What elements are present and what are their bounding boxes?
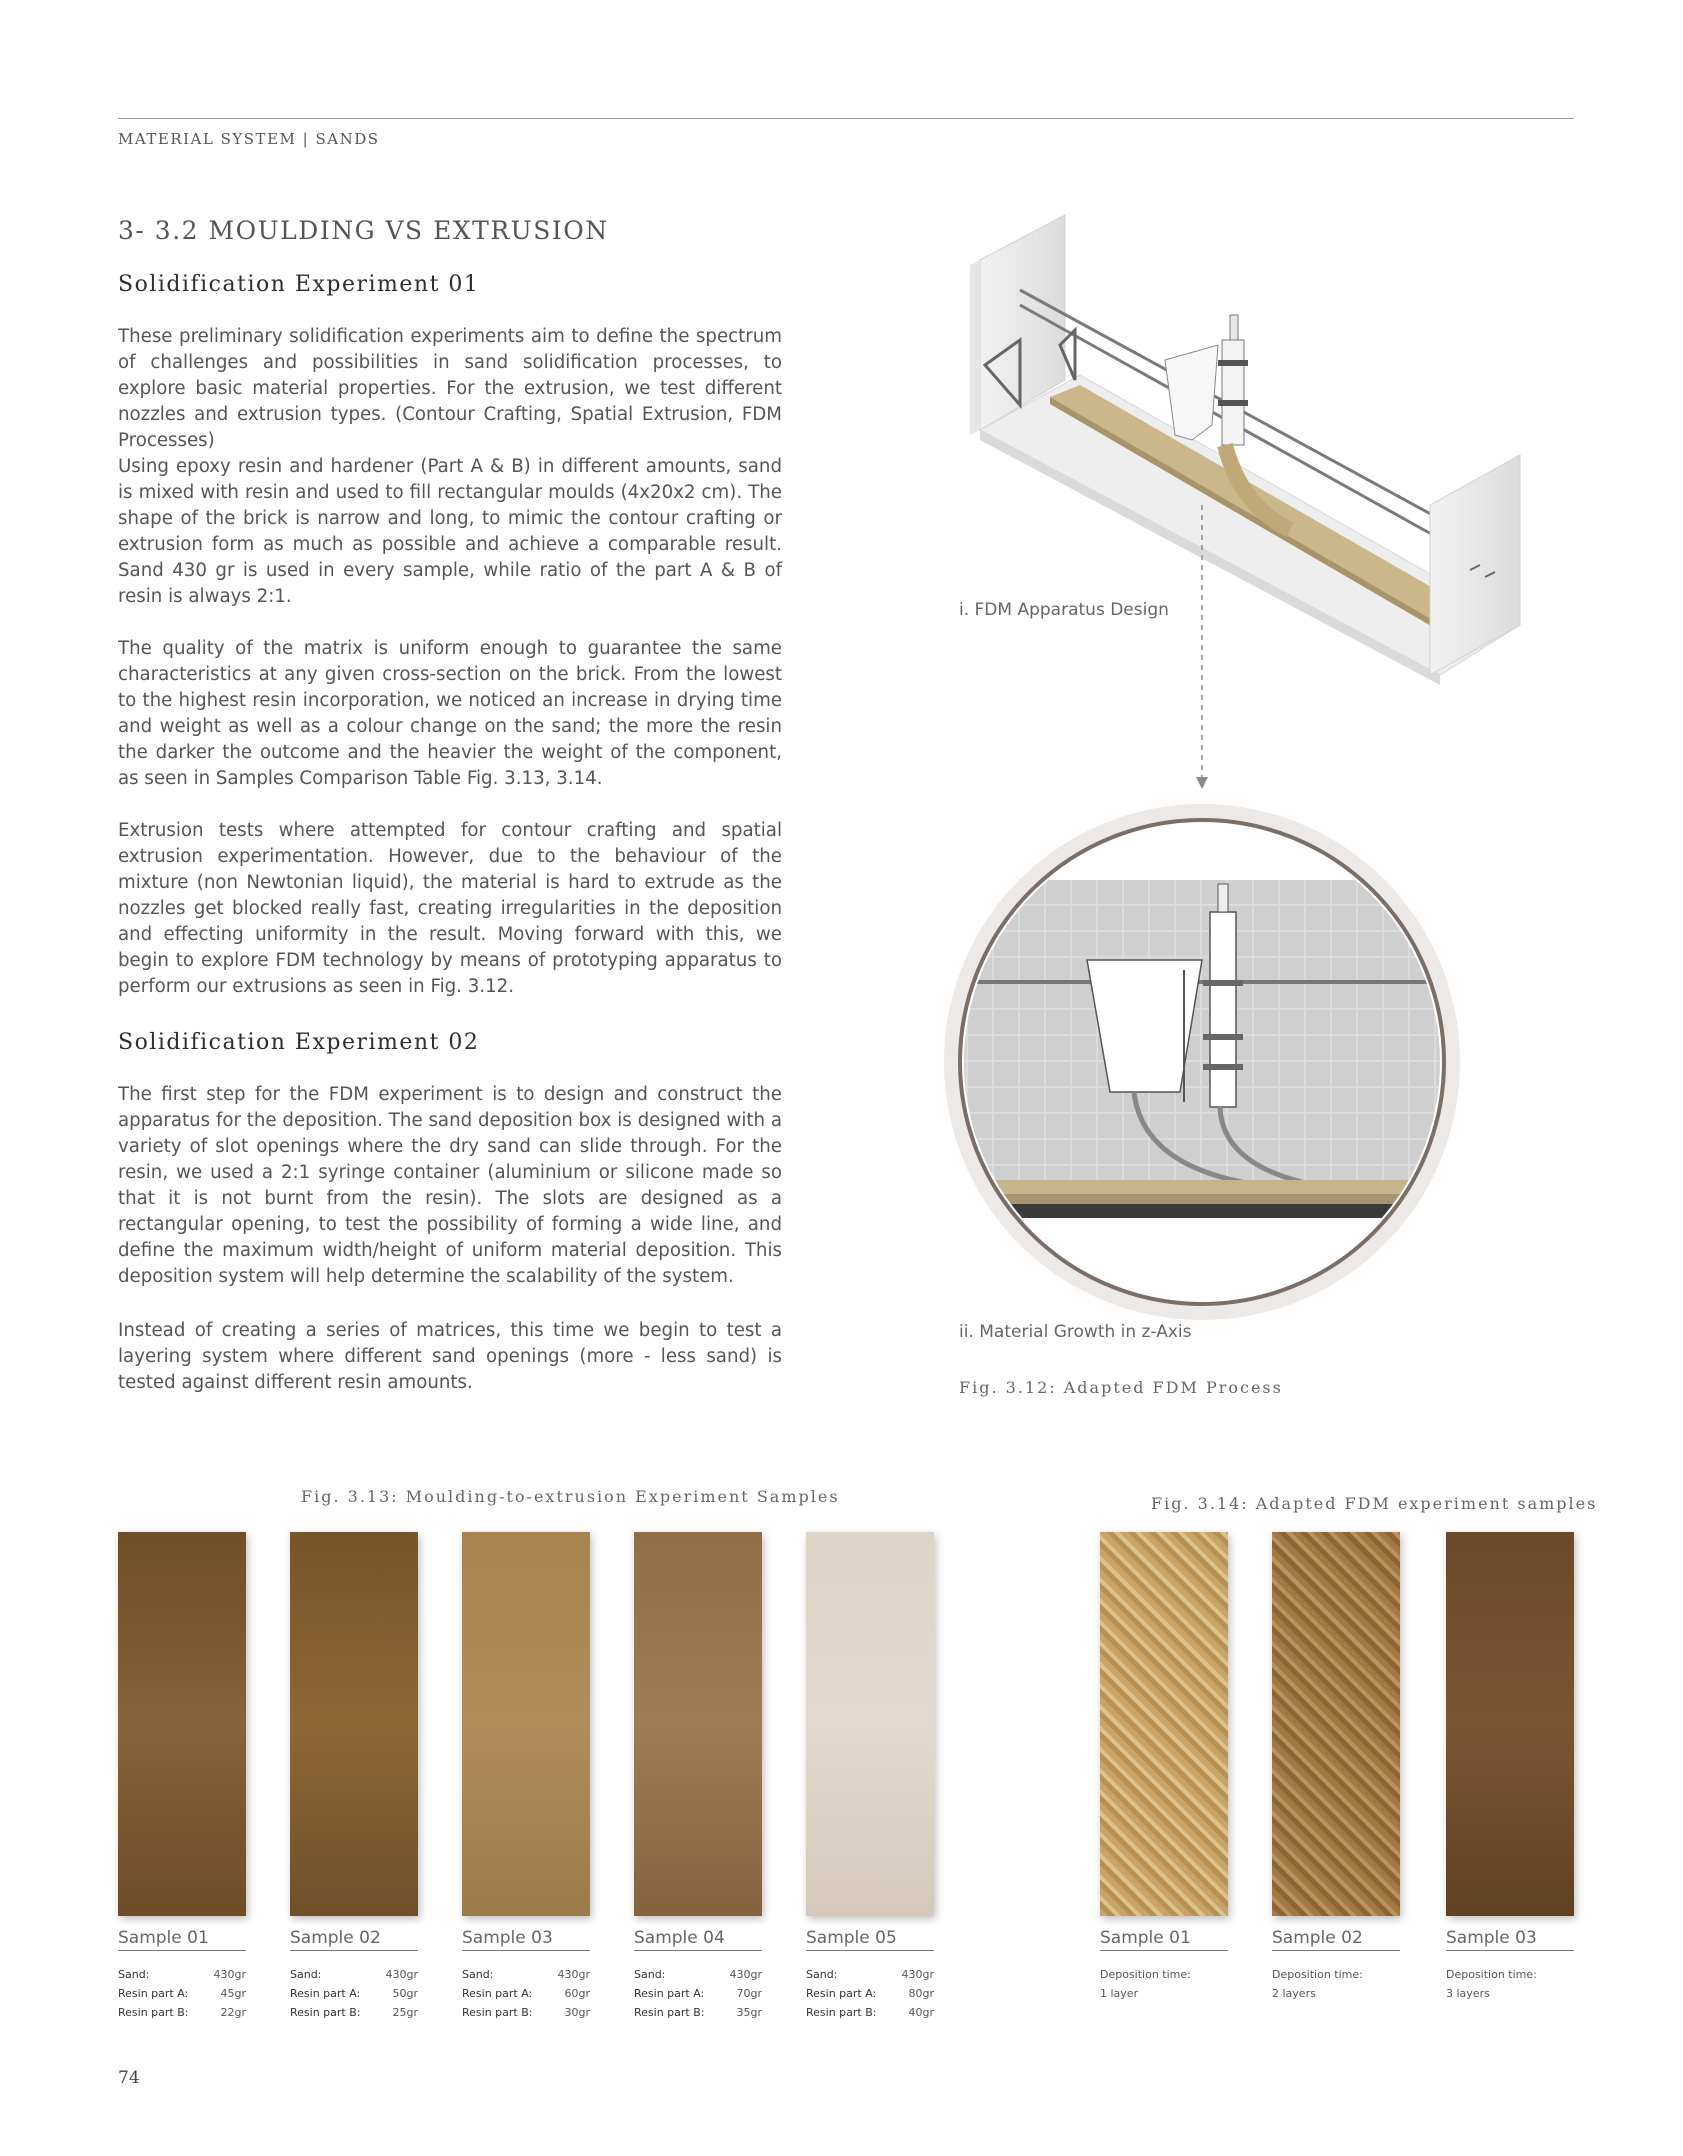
sand-label: Sand: (634, 1968, 666, 1981)
resin-a-label: Resin part A: (290, 1987, 361, 2000)
moulding-sample-4-swatch (634, 1532, 762, 1916)
deposition-time-label: Deposition time: (1100, 1968, 1191, 1981)
fig-314-caption: Fig. 3.14: Adapted FDM experiment samples (1151, 1494, 1598, 1513)
sand-label: Sand: (118, 1968, 150, 1981)
resin-b-value: 30gr (564, 2006, 590, 2019)
connector-arrow (1190, 505, 1214, 795)
moulding-sample-1-swatch (118, 1532, 246, 1916)
moulding-sample-1-specs (118, 1965, 246, 2022)
exp2-heading: Solidification Experiment 02 (118, 1030, 480, 1055)
page-number: 74 (118, 2068, 140, 2088)
fdm-sample-2-name: Sample 02 (1272, 1928, 1400, 1951)
moulding-sample-5-swatch (806, 1532, 934, 1916)
moulding-sample-2-name: Sample 02 (290, 1928, 418, 1951)
resin-b-value: 40gr (908, 2006, 934, 2019)
deposition-time-label: Deposition time: (1272, 1968, 1363, 1981)
header-rule (118, 118, 1574, 119)
fdm-sample-1-swatch (1100, 1532, 1228, 1916)
running-title: MATERIAL SYSTEM | SANDS (118, 130, 380, 148)
sand-value: 430gr (385, 1968, 418, 1981)
resin-b-value: 25gr (392, 2006, 418, 2019)
layer-count: 3 layers (1446, 1987, 1490, 2000)
resin-a-value: 60gr (564, 1987, 590, 2000)
sand-label: Sand: (290, 1968, 322, 1981)
sand-value: 430gr (557, 1968, 590, 1981)
section-title: 3- 3.2 MOULDING VS EXTRUSION (118, 216, 609, 245)
fdm-sample-2-specs (1272, 1965, 1400, 2003)
resin-b-label: Resin part B: (118, 2006, 189, 2019)
sand-value: 430gr (729, 1968, 762, 1981)
deposition-time-label: Deposition time: (1446, 1968, 1537, 1981)
resin-b-label: Resin part B: (806, 2006, 877, 2019)
resin-a-label: Resin part A: (634, 1987, 705, 2000)
resin-a-label: Resin part A: (462, 1987, 533, 2000)
resin-a-value: 45gr (220, 1987, 246, 2000)
moulding-sample-2-specs (290, 1965, 418, 2022)
exp1-paragraph-4: Extrusion tests where attempted for contour crafting and spatial extrusion experimentation. However, due to the behaviour of the mixture (non Newtonian liquid), the material is hard to extrude as the nozzles get blocked really fast, creating irregularities in the deposition and effecting uniformity in the result. Moving forward with this, we begin to explore FDM technology by means of prototyping apparatus to perform our extrusions as seen in Fig. 3.12. (118, 820, 782, 997)
fig-312-caption: Fig. 3.12: Adapted FDM Process (959, 1378, 1283, 1397)
exp1-paragraph-1: These preliminary solidification experiments aim to define the spectrum of challenges and possibilities in sand solidification processes, to explore basic material properties. For the extrusion, we test different nozzles and extrusion types. (Contour Crafting, Spatial Extrusion, FDM Processes) (118, 326, 782, 451)
resin-b-value: 22gr (220, 2006, 246, 2019)
fdm-sample-2-swatch (1272, 1532, 1400, 1916)
moulding-sample-3-swatch (462, 1532, 590, 1916)
resin-a-value: 50gr (392, 1987, 418, 2000)
resin-a-label: Resin part A: (806, 1987, 877, 2000)
resin-b-label: Resin part B: (634, 2006, 705, 2019)
exp1-heading: Solidification Experiment 01 (118, 272, 480, 297)
moulding-sample-2-swatch (290, 1532, 418, 1916)
sand-label: Sand: (462, 1968, 494, 1981)
resin-b-label: Resin part B: (290, 2006, 361, 2019)
moulding-sample-3-name: Sample 03 (462, 1928, 590, 1951)
exp2-paragraph-1: The first step for the FDM experiment is to design and construct the apparatus for the deposition. The sand deposition box is designed with a variety of slot openings where the dry sand can slide through. For the resin, we used a 2:1 syringe container (aluminium or silicone made so that it is not burnt from the resin). The slots are designed as a rectangular opening, to test the possibility of forming a wide line, and define the maximum width/height of uniform material deposition. This deposition system will help determine the scalability of the system. (118, 1084, 782, 1287)
layer-count: 1 layer (1100, 1987, 1139, 2000)
fdm-sample-3-specs (1446, 1965, 1574, 2003)
fdm-sample-3-name: Sample 03 (1446, 1928, 1574, 1951)
exp1-paragraph-3: The quality of the matrix is uniform enough to guarantee the same characteristics at any given cross-section on the brick. From the lowest to the highest resin incorporation, we noticed an increase in drying time and weight as well as a colour change on the sand; the more the resin the darker the outcome and the heavier the weight of the component, as seen in Samples Comparison Table Fig. 3.13, 3.14. (118, 638, 782, 789)
resin-a-value: 70gr (736, 1987, 762, 2000)
fdm-sample-1-name: Sample 01 (1100, 1928, 1228, 1951)
fig-313-caption: Fig. 3.13: Moulding-to-extrusion Experiment Samples (301, 1487, 840, 1506)
moulding-sample-1-name: Sample 01 (118, 1928, 246, 1951)
layer-count: 2 layers (1272, 1987, 1316, 2000)
exp1-paragraph-2: Using epoxy resin and hardener (Part A & B) in different amounts, sand is mixed with resin and used to fill rectangular moulds (4x20x2 cm). The shape of the brick is narrow and long, to mimic the contour crafting or extrusion form as much as possible and achieve a comparable result. Sand 430 gr is used in every sample, while ratio of the part A & B of resin is always 2:1. (118, 456, 782, 607)
growth-label: ii. Material Growth in z-Axis (959, 1322, 1192, 1342)
exp2-paragraph-2: Instead of creating a series of matrices, this time we begin to test a layering system where different sand openings (more - less sand) is tested against different resin amounts. (118, 1320, 782, 1393)
fdm-apparatus-label: i. FDM Apparatus Design (959, 600, 1169, 620)
resin-a-value: 80gr (908, 1987, 934, 2000)
resin-b-value: 35gr (736, 2006, 762, 2019)
resin-b-label: Resin part B: (462, 2006, 533, 2019)
moulding-sample-3-specs (462, 1965, 590, 2022)
sand-label: Sand: (806, 1968, 838, 1981)
moulding-sample-5-specs (806, 1965, 934, 2022)
moulding-sample-4-name: Sample 04 (634, 1928, 762, 1951)
moulding-sample-5-name: Sample 05 (806, 1928, 934, 1951)
fdm-sample-1-specs (1100, 1965, 1228, 2003)
resin-a-label: Resin part A: (118, 1987, 189, 2000)
fdm-sample-3-swatch (1446, 1532, 1574, 1916)
moulding-sample-4-specs (634, 1965, 762, 2022)
sand-value: 430gr (213, 1968, 246, 1981)
material-growth-detail (942, 802, 1462, 1322)
sand-value: 430gr (901, 1968, 934, 1981)
